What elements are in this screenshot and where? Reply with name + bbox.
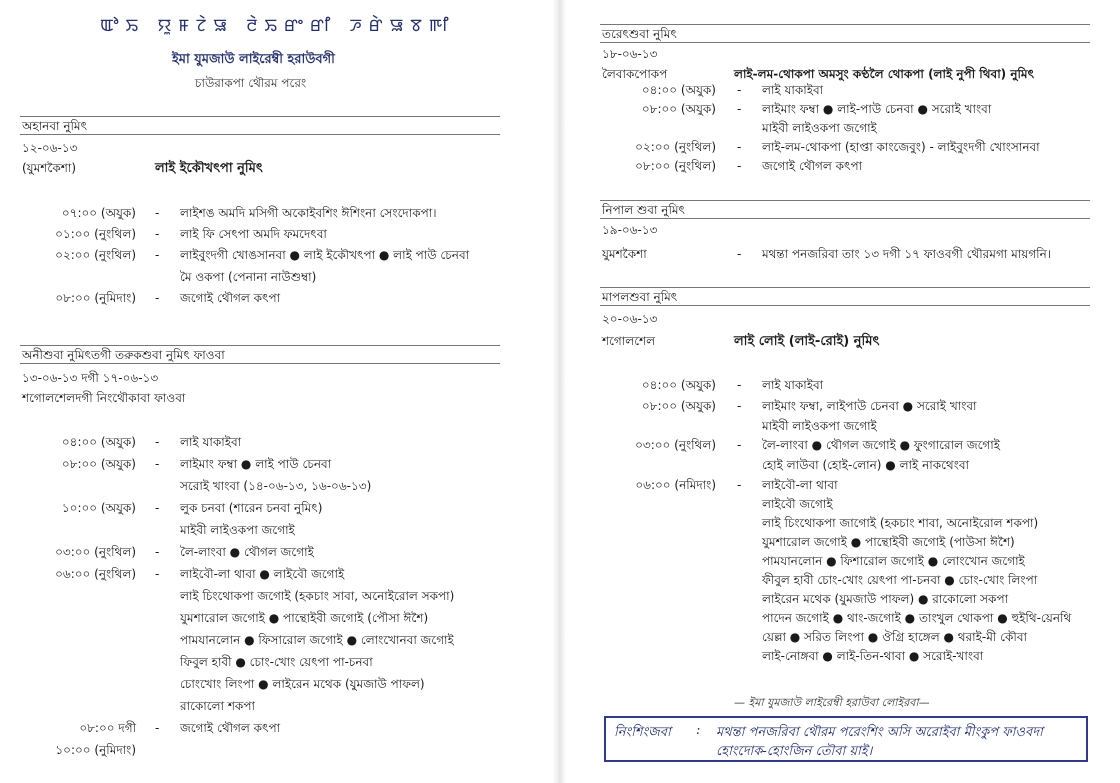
time-label: ০৮:০০ (অযুক)	[61, 457, 136, 471]
section-heading-day8: নিপাল শুবা নুমিৎ	[600, 200, 1090, 219]
activity-text: লাই-লম-থোকপা (হাপ্তা কাংজেবুং) - লাইবুংদগী খোংসানবা	[762, 140, 1040, 154]
activity-text: লুক চনবা (শারেন চনবা নুমিৎ)	[180, 501, 323, 515]
activity-text: পামযানলোন ● ফিশারোল জগোই ● লোংখোন জগোই	[762, 554, 1025, 568]
activity-text: পামযানলোন ● ফিসারোল জগোই ● লোংখোনবা জগোই	[180, 633, 454, 647]
activity-text: লাইরেন মথেক (যুমজাউ পাফল) ● রাকোলো সকপা	[762, 592, 1009, 606]
activity-text: জগোই থৌগল কৎপা	[762, 159, 863, 173]
section-date-day7: ১৮-০৬-১৩	[602, 47, 658, 61]
section-heading-day1: অহানবা নুমিৎ	[20, 116, 500, 135]
note-box	[604, 716, 1088, 762]
section-date-day8: ১৯-০৬-১৩	[602, 223, 658, 237]
activity-text: লৈ-লাংবা ● থৌগল জগোই ● ফুংগারোল জগোই	[762, 438, 1000, 452]
activity-text: হোই লাউবা (হোই-লোন) ● লাই নাকথেংবা	[762, 458, 970, 472]
time-label: ১০:০০ (নুমিদাং)	[55, 743, 136, 757]
activity-text: ফিবুল হাবী ● চোং-খোং য়েৎপা পা-চনবা	[180, 655, 373, 669]
activity-text: লাই ফি সেৎপা অমদি ফমদেৎবা	[180, 227, 327, 241]
time-label: ০২:০০ (নুংথিল)	[635, 140, 716, 154]
activity-text: লাই যাকাইবা	[762, 83, 824, 97]
time-label: ০৪:০০ (অযুক)	[641, 378, 716, 392]
right-page: তরেৎশুবা নুমিৎ ১৮-০৬-১৩ লৈবাকপোকপ লাই-লম-থোকপা অমসুং কণ্ঠলৈ থোকপা (লাই নুপী থিবা) নুমিৎ ০৪:০০ (অযুক) - লাই যাকাইবা ০৮:০০ (অযুক) - লাইমাং ফম্বা ● লাই-পাউ চেনবা ● সরোই খাংবা মাইবী লাইওকপা জগোই ০২:০০ (নুংথিল) - লাই-লম-থোকপা (হাপ্তা কাংজেবুং) - লাইবুংদগী খোংসানবা ০৮:০০ (নুংথিল) - জগোই থৌগল কৎপা নিপাল শুবা নুমিৎ ১৯-০৬-১৩ যুমশকৈশা - মথন্তা পনজরিবা তাং ১৩ দগী ১৭ ফাওবগী থৌরমগা মায়গনি। মাপলশুবা নুমিৎ ২০-০৬-১৩ শগোলশেল লাই লোই (লাই-রোই) নুমিৎ ০৪:০০ (অযুক) - লাই যাকাইবা ০৮:০০ (অযুক) - লাইমাং ফম্বা, লাইপাউ চেনবা ● সরোই খাংবা মাইবী লাইওকপা জগোই ০৩:০০ (নুংথিল) - লৈ-লাংবা ● থৌগল জগোই ● ফুংগারোল জগোই হোই লাউবা (হোই-লোন) ● লাই নাকথেংবা ০৬:০০ (নমিদাং) - লাইবৌ-লা থাবা লাইবৌ জগোই লাই চিংথোকপা জাগোই (হকচাং শাবা, অনোইরোল শকপা) যুমশারোল জগোই ● পান্থোইবী জগোই (পাউসা ঈশৈ) পামযানলোন ● ফিশারোল জগোই ● লোংখোন জগোই ফীবুল হাবী চোং-খোং য়েৎপা পা-চনবা ● চোং-খোং লিংপা লাইরেন মথেক (যুমজাউ পাফল) ● রাকোলো সকপা পাদেন জগোই ● থাং-জগোই ● তাংখুল থোকপা ● হুইথি-য়েনথি য়েল্লা ● সরিত লিংপা ● ঔগ্রি হাঙ্গেল ● থরাই-মী কৌবা লাই-নোঙ্গবা ● লাই-তিন-থাবা ● সরোই-খাংবা — ইমা যুমজাউ লাইরেম্বী হরাউবা লোইরবা— নিংশিংজবা : মথন্তা পনজরিবা থৌরম পরেংশিং অসি অরোইবা মীংকুপ ফাওবদা হোংদোক-হোংজিন তৌবা য়াই।	[582, 0, 1102, 783]
time-label: ০১:০০ (নুংথিল)	[55, 227, 136, 241]
activity-text: জগোই থৌগল কৎপা	[180, 721, 281, 735]
section-place-day8: যুমশকৈশা	[602, 247, 647, 261]
activity-text: মাইবী লাইওকপা জগোই	[762, 419, 877, 433]
section-date-day9: ২০-০৬-১৩	[602, 312, 658, 326]
time-label: ০৬:০০ (নুংথিল)	[55, 567, 136, 581]
activity-text: লাইবুংদগী খোঙসানবা ● লাই ইকৌখৎপা ● লাই পাউ চেনবা	[180, 248, 470, 262]
time-label: ০৩:০০ (নুংথিল)	[55, 545, 136, 559]
time-label: ১০:০০ (অযুক)	[61, 501, 136, 515]
activity-text: রাকোলো শকপা	[180, 699, 255, 713]
organizer-credit: — ইমা যুমজাউ লাইরেম্বী হরাউবা লোইরবা—	[734, 696, 930, 709]
note-label: নিংশিংজবা	[614, 725, 671, 740]
activity-text: সরোই খাংবা (১৪-০৬-১৩, ১৬-০৬-১৩)	[180, 479, 372, 493]
section-title-day1: লাই ইকৌখৎপা নুমিৎ	[155, 161, 263, 176]
left-page: ꯑꯣꯢ ꯌꯨꯝꯖꯥꯎ ꯂꯥꯢꯔꯦꯔꯤ ꯍꯔꯥꯎꯕꯒꯤ ইমা যুমজাউ লাইরেম্বী হরাউবগী চাউরাকপা থৌরম পরেং অহানবা নুমিৎ ১২-০৬-১৩ (যুমশকৈশা) লাই ইকৌখৎপা নুমিৎ ০৭:০০ (অযুক) - লাইশঙ অমদি মসিগী অকোইবশিং ঈশিংনা সেংদোকপা। ০১:০০ (নুংথিল) - লাই ফি সেৎপা অমদি ফমদেৎবা ০২:০০ (নুংথিল) - লাইবুংদগী খোঙসানবা ● লাই ইকৌখৎপা ● লাই পাউ চেনবা মৈ ওকপা (পেনানা নাউশুম্বা) ০৮:০০ (নুমিদাং) - জগোই থৌগল কৎপা অনীশুবা নুমিৎতগী তরুকশুবা নুমিৎ ফাওবা ১৩-০৬-১৩ দগী ১৭-০৬-১৩ শগোলশেলদগী নিংথৌকাবা ফাওবা ০৪:০০ (অযুক) - লাই যাকাইবা ০৮:০০ (অযুক) - লাইমাং ফম্বা ● লাই পাউ চেনবা সরোই খাংবা (১৪-০৬-১৩, ১৬-০৬-১৩) ১০:০০ (অযুক) - লুক চনবা (শারেন চনবা নুমিৎ) মাইবী লাইওকপা জগোই ০৩:০০ (নুংথিল) - লৈ-লাংবা ● থৌগল জগোই ০৬:০০ (নুংথিল) - লাইবৌ-লা থাবা ● লাইবৌ জগোই লাই চিংথোকপা জগোই (হকচাং সাবা, অনোইরোল সকপা) যুমশারোল জগোই ● পান্থোইবী জগোই (পৌসা ঈশৈ) পামযানলোন ● ফিসারোল জগোই ● লোংখোনবা জগোই ফিবুল হাবী ● চোং-খোং য়েৎপা পা-চনবা চোংখোং লিংপা ● লাইরেন মথেক (যুমজাউ পাফল) রাকোলো শকপা ০৮:০০ দগী - জগোই থৌগল কৎপা ১০:০০ (নুমিদাং)	[0, 0, 540, 783]
time-label: ০৮:০০ (অযুক)	[641, 102, 716, 116]
section-place-day1: (যুমশকৈশা)	[22, 161, 77, 175]
activity-text: জগোই থৌগল কৎপা	[180, 291, 281, 305]
activity-text: লাই যাকাইবা	[762, 378, 824, 392]
activity-text: যুমশারোল জগোই ● পান্থোইবী জগোই (পাউসা ঈশৈ)	[762, 535, 1015, 549]
section-place-day2-6: শগোলশেলদগী নিংথৌকাবা ফাওবা	[22, 391, 186, 405]
header-script-title: ꯑꯣꯢ ꯌꯨꯝꯖꯥꯎ ꯂꯥꯢꯔꯦꯔꯤ ꯍꯔꯥꯎꯕꯒꯤ	[100, 16, 456, 36]
activity-text: লাইমাং ফম্বা, লাইপাউ চেনবা ● সরোই খাংবা	[762, 399, 977, 413]
activity-text: লাই চিংথোকপা জাগোই (হকচাং শাবা, অনোইরোল শকপা)	[762, 516, 1039, 530]
section-title-day9: লাই লোই (লাই-রোই) নুমিৎ	[734, 334, 880, 349]
activity-text: চোংখোং লিংপা ● লাইরেন মথেক (যুমজাউ পাফল)	[180, 677, 425, 691]
activity-text: লাই চিংথোকপা জগোই (হকচাং সাবা, অনোইরোল সকপা)	[180, 589, 455, 603]
time-label: ০৮:০০ দগী	[79, 721, 136, 735]
time-label: ০৮:০০ (অযুক)	[641, 399, 716, 413]
activity-text: লাইমাং ফম্বা ● লাই-পাউ চেনবা ● সরোই খাংবা	[762, 102, 992, 116]
section-heading-day2-6: অনীশুবা নুমিৎতগী তরুকশুবা নুমিৎ ফাওবা	[20, 345, 500, 364]
activity-text: মাইবী লাইওকপা জগোই	[180, 523, 295, 537]
section-place-day7: লৈবাকপোকপ	[602, 67, 668, 81]
time-label: ০৮:০০ (নুমিদাং)	[55, 291, 136, 305]
activity-text: লাইবৌ-লা থাবা	[762, 478, 838, 492]
activity-text: মৈ ওকপা (পেনানা নাউশুম্বা)	[180, 270, 317, 284]
time-label: ০৪:০০ (অযুক)	[61, 435, 136, 449]
activity-text: য়েল্লা ● সরিত লিংপা ● ঔগ্রি হাঙ্গেল ● থরাই-মী কৌবা	[762, 630, 1027, 644]
page-fold	[552, 0, 566, 783]
activity-text: পাদেন জগোই ● থাং-জগোই ● তাংখুল থোকপা ● হুইথি-য়েনথি	[762, 611, 1072, 625]
time-label: ০৩:০০ (নুংথিল)	[635, 438, 716, 452]
activity-text: লাই-নোঙ্গবা ● লাই-তিন-থাবা ● সরোই-খাংবা	[762, 649, 984, 663]
note-line-2: হোংদোক-হোংজিন তৌবা য়াই।	[716, 744, 873, 759]
activity-text: যুমশারোল জগোই ● পান্থোইবী জগোই (পৌসা ঈশৈ)	[180, 611, 429, 625]
activity-text: মথন্তা পনজরিবা তাং ১৩ দগী ১৭ ফাওবগী থৌরমগা মায়গনি।	[762, 247, 1052, 261]
time-label: ০২:০০ (নুংথিল)	[55, 248, 136, 262]
section-heading-day7: তরেৎশুবা নুমিৎ	[600, 24, 1090, 43]
section-heading-day9: মাপলশুবা নুমিৎ	[600, 287, 1090, 306]
activity-text: ফীবুল হাবী চোং-খোং য়েৎপা পা-চনবা ● চোং-খোং লিংপা	[762, 573, 1038, 587]
time-label: ০৬:০০ (নমিদাং)	[635, 478, 716, 492]
activity-text: লাইবৌ জগোই	[762, 497, 833, 511]
activity-text: লৈ-লাংবা ● থৌগল জগোই	[180, 545, 314, 559]
activity-text: লাইবৌ-লা থাবা ● লাইবৌ জগোই	[180, 567, 345, 581]
activity-text: মাইবী লাইওকপা জগোই	[762, 121, 877, 135]
activity-text: লাই যাকাইবা	[180, 435, 242, 449]
time-label: ০৭:০০ (অযুক)	[61, 206, 136, 220]
header-title: ইমা যুমজাউ লাইরেম্বী হরাউবগী	[172, 52, 335, 67]
section-date-day2-6: ১৩-০৬-১৩ দগী ১৭-০৬-১৩	[22, 371, 159, 385]
section-place-day9: শগোলশেল	[602, 334, 656, 348]
header-subtitle: চাউরাকপা থৌরম পরেং	[195, 76, 307, 90]
section-date-day1: ১২-০৬-১৩	[22, 141, 78, 155]
section-title-day7: লাই-লম-থোকপা অমসুং কণ্ঠলৈ থোকপা (লাই নুপী থিবা) নুমিৎ	[734, 67, 1035, 81]
time-label: ০৮:০০ (নুংথিল)	[635, 159, 716, 173]
activity-text: লাইশঙ অমদি মসিগী অকোইবশিং ঈশিংনা সেংদোকপা।	[180, 206, 437, 220]
activity-text: লাইমাং ফম্বা ● লাই পাউ চেনবা	[180, 457, 332, 471]
note-colon: :	[696, 723, 701, 738]
note-line-1: মথন্তা পনজরিবা থৌরম পরেংশিং অসি অরোইবা মীংকুপ ফাওবদা	[716, 725, 1043, 740]
time-label: ০৪:০০ (অযুক)	[641, 83, 716, 97]
